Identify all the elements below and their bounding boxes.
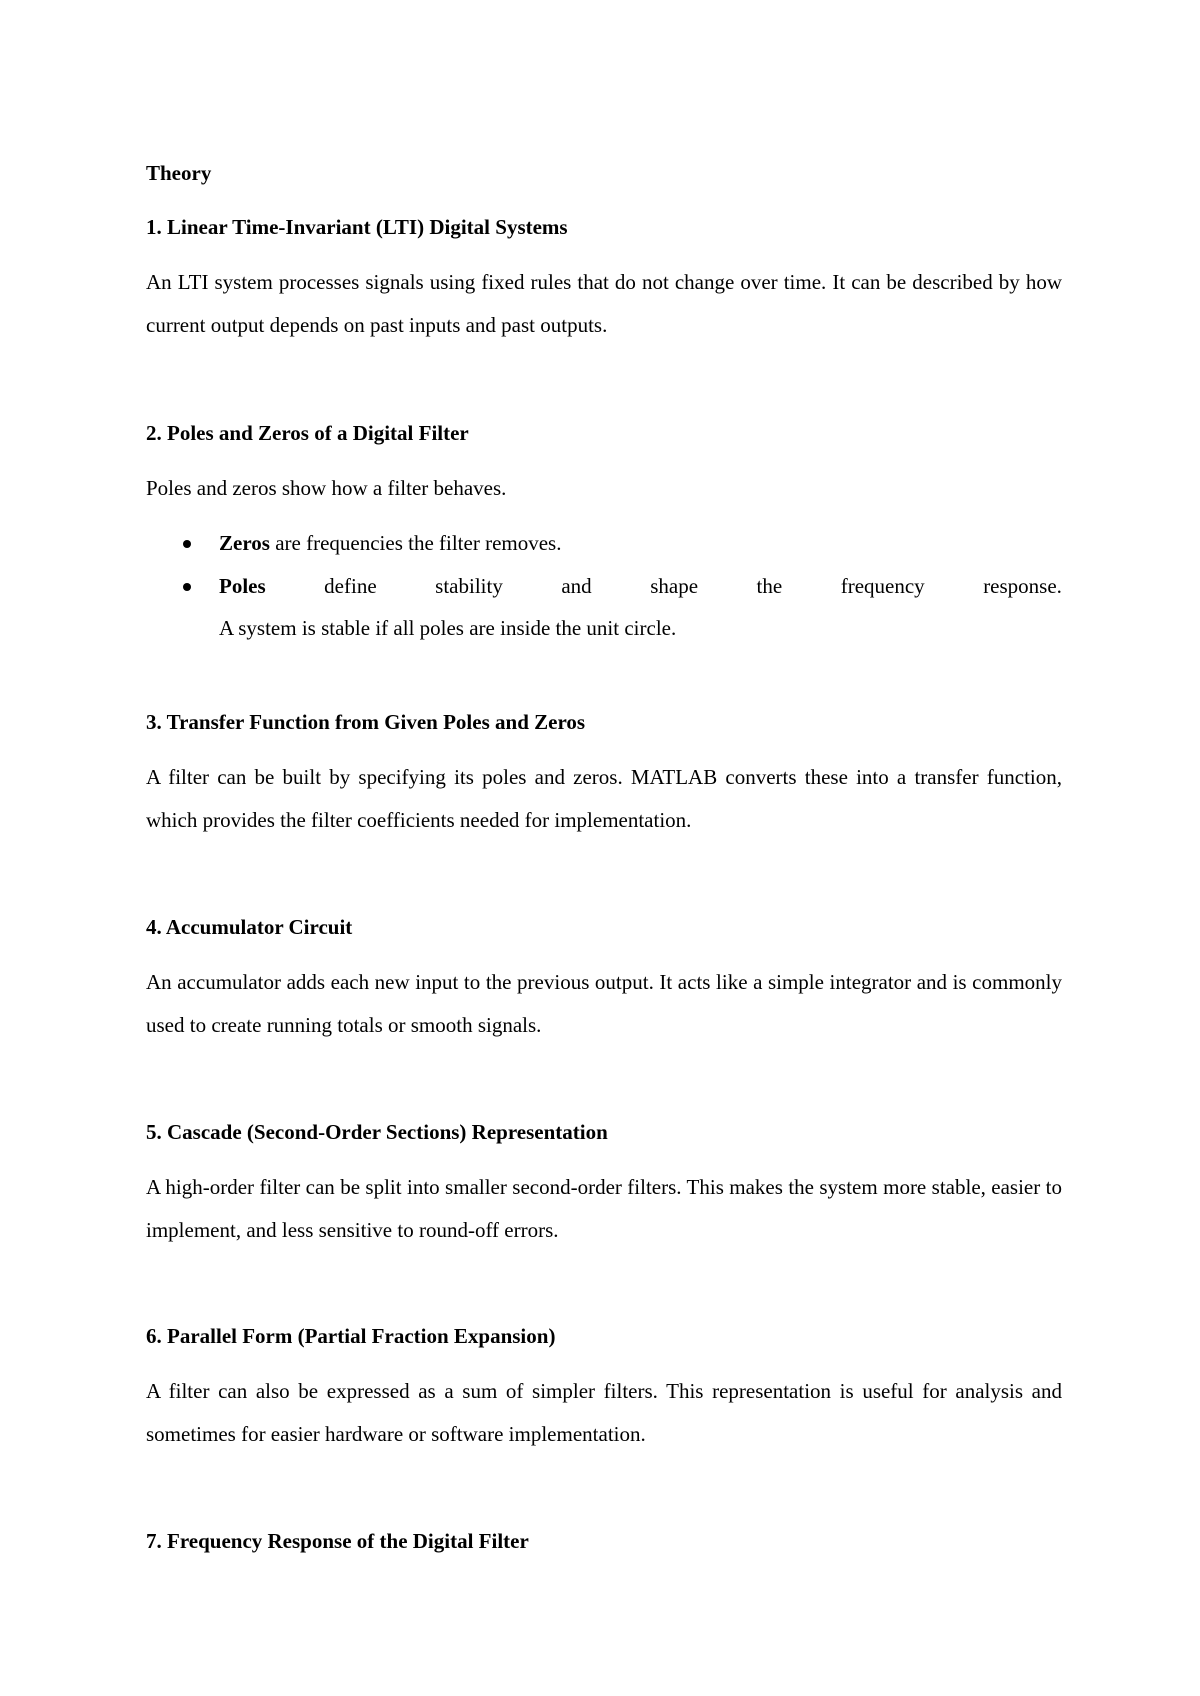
section-body-lti: An LTI system processes signals using fixed rules that do not change over time. It can be described by how current output depends on past inputs and past outputs. [146,270,1062,337]
section-body-accumulator: An accumulator adds each new input to the previous output. It acts like a simple integrator and is commonly used to create running totals or smooth signals. [146,970,1062,1037]
section-body-parallel-form: A filter can also be expressed as a sum of simpler filters. This representation is useful for analysis and sometimes for easier hardware or software implementation. [146,1379,1062,1446]
bullet-term-poles: Poles [219,573,266,598]
bullet-term-zeros: Zeros [219,531,270,555]
bullet-item-poles [146,565,1062,650]
section-heading-parallel-form: 6. Parallel Form (Partial Fraction Expansion) [146,1324,556,1348]
bullet-line-poles [219,565,1062,608]
bullet-text-zeros: are frequencies the filter removes. [269,531,562,555]
section-heading-transfer-function: 3. Transfer Function from Given Poles and Zeros [146,710,586,734]
section-heading-poles-zeros: 2. Poles and Zeros of a Digital Filter [146,421,469,445]
bullet-item-zeros [146,522,1062,565]
bullet-word: stability [435,573,503,598]
section-body-poles-zeros: Poles and zeros show how a filter behaves. [146,476,507,500]
bullet-dot-icon [183,540,191,548]
poles-zeros-bullet-list [146,522,1062,650]
bullet-word: frequency [840,573,925,598]
section-heading-lti: 1. Linear Time-Invariant (LTI) Digital Systems [146,215,568,239]
bullet-word: shape [650,573,699,598]
bullet-word: response. [983,573,1062,598]
bullet-dot-icon [183,583,191,591]
bullet-word: and [561,573,592,598]
bullet-continuation-poles: A system is stable if all poles are inside the unit circle. [219,616,677,640]
section-body-transfer-function: A filter can be built by specifying its poles and zeros. MATLAB converts these into a transfer function, which provides the filter coefficients needed for implementation. [146,765,1062,832]
document-title: Theory [146,161,212,185]
bullet-word: the [756,573,783,598]
section-heading-accumulator: 4. Accumulator Circuit [146,915,353,939]
bullet-word: define [324,573,377,598]
section-body-cascade: A high-order filter can be split into smaller second-order filters. This makes the system more stable, easier to implement, and less sensitive to round-off errors. [146,1175,1062,1242]
section-heading-cascade: 5. Cascade (Second-Order Sections) Representation [146,1120,608,1144]
section-heading-frequency-response: 7. Frequency Response of the Digital Filter [146,1529,529,1553]
